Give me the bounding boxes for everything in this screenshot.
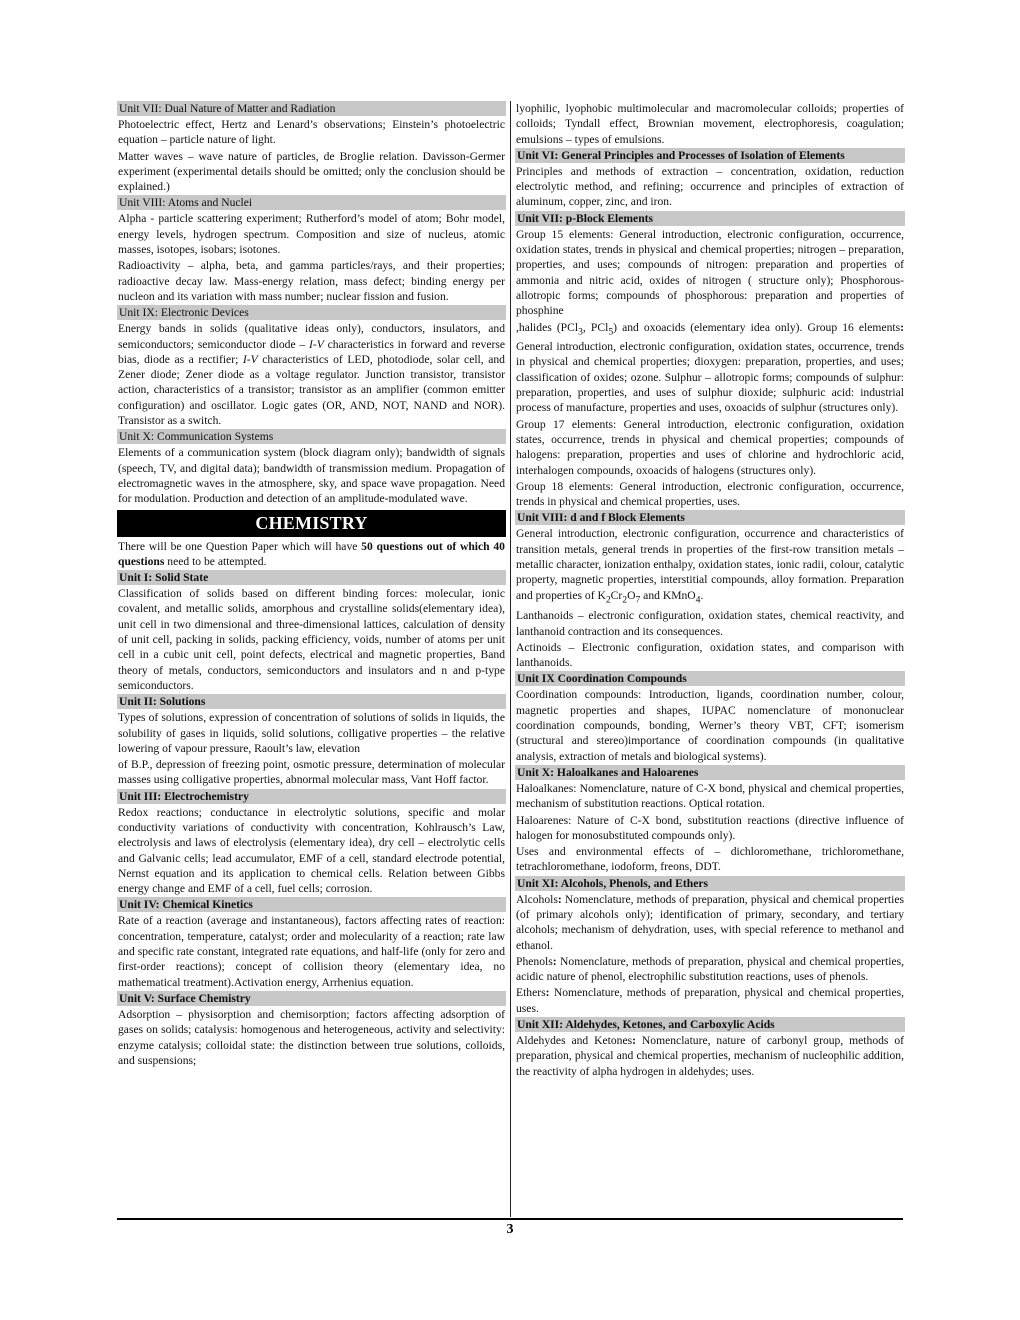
section-heading: Unit IX Coordination Compounds — [515, 671, 905, 686]
section-heading: Unit I: Solid State — [117, 570, 506, 585]
paragraph: Matter waves – wave nature of particles, de Broglie relation. Davisson-Germer experiment (experimental details should be omitted; only the conclusion should be explained.) — [118, 149, 505, 194]
paragraph: Aldehydes and Ketones: Nomenclature, nature of carbonyl group, methods of preparation, physical and chemical properties, mechanism of nucleophilic addition, the reactivity of alpha hydrogen in aldehydes; uses. — [516, 1034, 904, 1078]
intro-paragraph: There will be one Question Paper which will have 50 questions out of which 40 questions need to be attempted. — [118, 539, 505, 568]
paragraph: Energy bands in solids (qualitative ideas only), conductors, insulators, and semiconductors; semiconductor diode – I-V characteristics in forward and reverse bias, diode as a rectifier; I-V characteristics of LED, photodiode, solar cell, and Zener diode; Zener diode as a voltage regulator. Junction transistor, transistor action, characteristics of a transistor; transistor as an amplifier (common emitter configuration) and oscillator. Logic gates (OR, AND, NOT, NAND and NOR). Transistor as a switch. — [118, 322, 505, 428]
paragraph: Coordination compounds: Introduction, ligands, coordination number, colour, magnetic properties and shapes, IUPAC nomenclature of mononuclear coordination compounds, bonding, Werner’s theory VBT, CFT; isomerism (structural and stereo)importance of coordination compounds (in qualitative analysis, extraction of metals and biological systems). — [516, 688, 904, 763]
paragraph: Lanthanoids – electronic configuration, oxidation states, chemical reactivity, and lanthanoid contraction and its consequences. — [516, 609, 904, 638]
paragraph: Uses and environmental effects of – dichloromethane, trichloromethane, tetrachloromethane, iodoform, freons, DDT. — [516, 845, 904, 874]
paragraph: lyophilic, lyophobic multimolecular and macromolecular colloids; properties of colloids; Tyndall effect, Brownian movement, electrophoresis, coagulation; emulsions – types of emulsions. — [516, 102, 904, 146]
bottom-rule — [117, 1218, 903, 1220]
right-column — [512, 101, 905, 1080]
paragraph: Photoelectric effect, Hertz and Lenard’s observations; Einstein’s photoelectric equation – particle nature of light. — [118, 118, 505, 147]
paragraph: ,halides (PCl$_3$, PCl$_5$) and oxoacids (elementary idea only). Group 16 elements: General introduction, electronic configuration, oxidation states, occurrence, trends in physical and chemical properties; dioxygen: preparation, properties, and uses; classification of oxides; ozone. Sulphur – allotropic forms; compounds of sulphur: preparation, properties, and uses of sulphur dioxide; sulphuric acid: industrial process of manufacture, properties and uses, oxoacids of sulphur (structures only). — [516, 320, 904, 415]
paragraph: Actinoids – Electronic configuration, oxidation states, and comparison with lanthanoids. — [516, 640, 904, 670]
paragraph: Rate of a reaction (average and instantaneous), factors affecting rates of reaction: concentration, temperature, catalyst; order and molecularity of a reaction; rate law and specific rate constant, integrated rate equations, and half-life (only for zero and first-order reactions); concept of collision theory (elementary idea, no mathematical treatment).Activation energy, Arrhenius equation. — [118, 914, 505, 989]
paragraph: Redox reactions; conductance in electrolytic solutions, specific and molar conductivity variations of conductivity with concentration, Kohlrausch’s Law, electrolysis and laws of electrolysis (elementary idea), dry cell – electrolytic cells and Galvanic cells; lead accumulator, EMF of a cell, standard electrode potential, Nernst equation and its application to chemical cells. Relation between Gibbs energy change and EMF of a cell, fuel cells; corrosion. — [118, 805, 505, 896]
page-number: 3 — [506, 1222, 514, 1237]
section-heading: Unit VIII: d and f Block Elements — [515, 510, 905, 525]
chemistry-title: CHEMISTRY — [117, 510, 506, 537]
section-heading: Unit V: Surface Chemistry — [117, 991, 506, 1006]
paragraph: Adsorption – physisorption and chemisorption; factors affecting adsorption of gases on solids; catalysis: homogenous and heterogeneous, activity and selectivity: enzyme catalysis; colloidal state: the distinction between true solutions, colloids, and suspensions; — [118, 1007, 505, 1067]
section-heading: Unit VIII: Atoms and Nuclei — [117, 195, 506, 210]
paragraph: Haloarenes: Nature of C-X bond, substitution reactions (directive influence of halogen for monosubstituted compounds only). — [516, 813, 904, 842]
paragraph: Group 15 elements: General introduction, electronic configuration, occurrence, oxidation states, trends in physical and chemical properties; nitrogen – preparation, properties, and uses; compounds of nitrogen: preparation and properties of ammonia and nitric acid, oxides of nitrogen ( structure only); Phosphorous-allotropic forms; compounds of phosphorous: preparation and properties of phosphine — [516, 227, 904, 318]
paragraph: General introduction, electronic configuration, occurrence and characteristics of transition metals, general trends in properties of the first-row transition metals – metallic character, ionization enthalpy, oxidation states, ionic radii, colour, catalytic property, magnetic properties, interstitial compounds, alloy formation. Preparation and properties of $K_2Cr_2O_7$ and KMnO$_4$. — [516, 527, 904, 605]
section-heading: Unit VII: p-Block Elements — [515, 211, 905, 226]
section-heading: Unit VII: Dual Nature of Matter and Radiation — [117, 101, 506, 116]
paragraph: Phenols: Nomenclature, methods of preparation, physical and chemical properties, acidic nature of phenol, electrophilic substitution reactions, uses of phenols. — [516, 954, 904, 984]
section-heading: Unit XI: Alcohols, Phenols, and Ethers — [515, 876, 905, 891]
paragraph: Classification of solids based on different binding forces: molecular, ionic covalent, and metallic solids, amorphous and crystalline solids(elementary idea), unit cell in two dimensional and three-dimensional lattices, calculation of density of unit cell, packing in solids, packing efficiency, voids, number of atoms per unit cell in a cubic unit cell, point defects, electrical and magnetic properties, Band theory of metals, conductors, semiconductors and insulators and n and p-type semiconductors. — [118, 587, 505, 692]
section-heading: Unit IX: Electronic Devices — [117, 305, 506, 320]
paragraph: Principles and methods of extraction – concentration, oxidation, reduction electrolytic method, and refining; occurrence and principles of extraction of aluminum, copper, zinc, and iron. — [516, 164, 904, 209]
paragraph: Radioactivity – alpha, beta, and gamma particles/rays, and their properties; radioactive decay law. Mass-energy relation, mass defect; binding energy per nucleon and its variation with mass number; nuclear fission and fusion. — [118, 259, 505, 303]
paragraph: Alpha - particle scattering experiment; Rutherford’s model of atom; Bohr model, energy levels, hydrogen spectrum. Composition and size of nucleus, atomic masses, isotopes, isobars; isotones. — [118, 212, 505, 257]
section-heading: Unit IV: Chemical Kinetics — [117, 897, 506, 912]
paragraph: Alcohols: Nomenclature, methods of preparation, physical and chemical properties (of primary alcohols only); identification of primary, secondary, and tertiary alcohols; mechanism of dehydration, uses, with special reference to methanol and ethanol. — [516, 892, 904, 952]
paragraph: Group 17 elements: General introduction, electronic configuration, oxidation states, occurrence, trends in physical and chemical properties; compounds of halogens: preparation, properties and uses of chlorine and hydrochloric acid, interhalogen compounds, oxoacids of halogens (structures only). — [516, 417, 904, 477]
paragraph: Elements of a communication system (block diagram only); bandwidth of signals (speech, TV, and digital data); bandwidth of transmission medium. Propagation of electromagnetic waves in the atmosphere, sky, and space wave propagation. Need for modulation. Production and detection of an amplitude-modulated wave. — [118, 446, 505, 506]
paragraph: of B.P., depression of freezing point, osmotic pressure, determination of molecular masses using colligative properties, abnormal molecular mass, Vant Hoff factor. — [118, 758, 505, 787]
section-heading: Unit X: Haloalkanes and Haloarenes — [515, 765, 905, 780]
paragraph: Group 18 elements: General introduction, electronic configuration, occurrence, trends in physical and chemical properties, uses. — [516, 479, 904, 509]
paragraph: Haloalkanes: Nomenclature, nature of C-X bond, physical and chemical properties, mechanism of substitution reactions. Optical rotation. — [516, 781, 904, 811]
section-heading: Unit III: Electrochemistry — [117, 789, 506, 804]
left-column — [117, 101, 511, 1217]
section-heading: Unit XII: Aldehydes, Ketones, and Carboxylic Acids — [515, 1017, 905, 1032]
section-heading: Unit X: Communication Systems — [117, 429, 506, 444]
section-heading: Unit II: Solutions — [117, 694, 506, 709]
section-heading: Unit VI: General Principles and Processes of Isolation of Elements — [515, 148, 905, 163]
paragraph: Types of solutions, expression of concentration of solutions of solids in liquids, the solubility of gases in liquids, solid solutions, colligative properties – the relative lowering of vapour pressure, Raoult’s law, elevation — [118, 711, 505, 755]
paragraph: Ethers: Nomenclature, methods of preparation, physical and chemical properties, uses. — [516, 986, 904, 1015]
